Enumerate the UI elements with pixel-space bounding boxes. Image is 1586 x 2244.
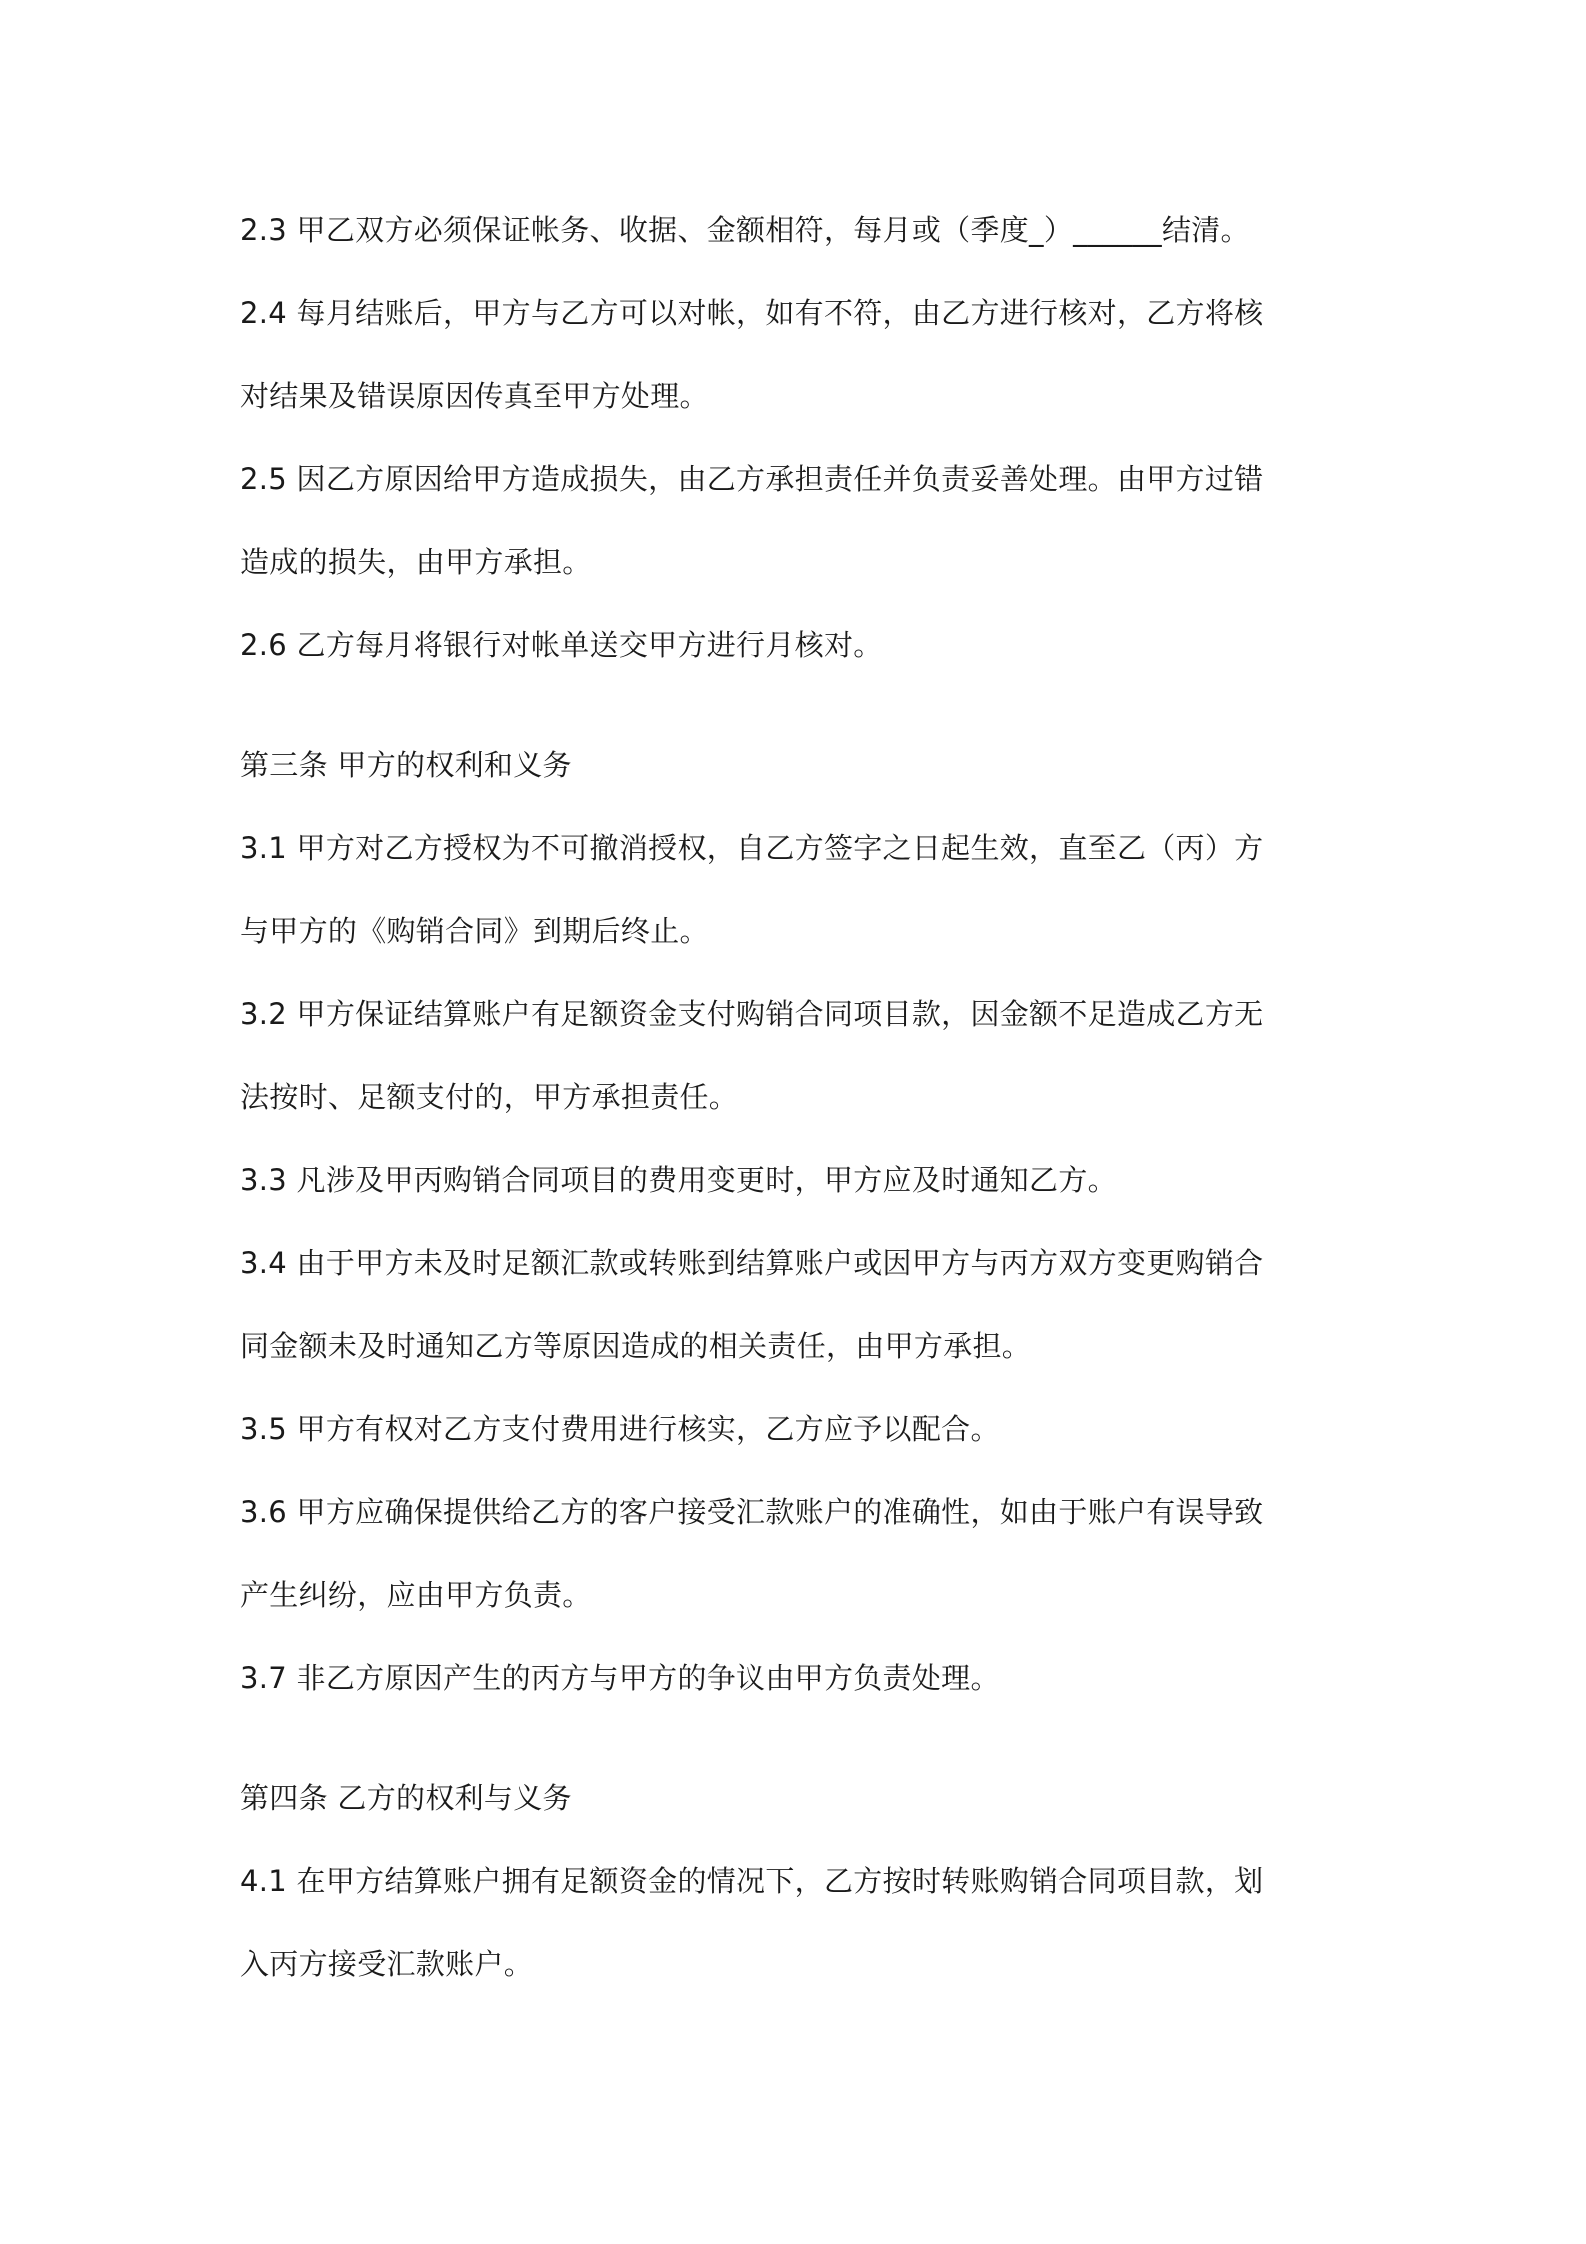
clause-3-6-line-1: 3.6 甲方应确保提供给乙方的客户接受汇款账户的准确性，如由于账户有误导致 xyxy=(240,1495,1264,1529)
clause-4-1-line-1: 4.1 在甲方结算账户拥有足额资金的情况下，乙方按时转账购销合同项目款，划 xyxy=(240,1864,1264,1898)
clause-2-4-line-2: 对结果及错误原因传真至甲方处理。 xyxy=(240,379,709,413)
section-heading-article-3: 第三条 甲方的权利和义务 xyxy=(240,748,572,782)
clause-4-1-line-2: 入丙方接受汇款账户。 xyxy=(240,1947,534,1981)
clause-3-5: 3.5 甲方有权对乙方支付费用进行核实，乙方应予以配合。 xyxy=(240,1412,1000,1446)
clause-3-4-line-2: 同金额未及时通知乙方等原因造成的相关责任，由甲方承担。 xyxy=(240,1329,1032,1363)
clause-2-4-line-1: 2.4 每月结账后，甲方与乙方可以对帐，如有不符，由乙方进行核对，乙方将核 xyxy=(240,296,1264,330)
clause-3-2-line-1: 3.2 甲方保证结算账户有足额资金支付购销合同项目款，因金额不足造成乙方无 xyxy=(240,997,1264,1031)
clause-3-7: 3.7 非乙方原因产生的丙方与甲方的争议由甲方负责处理。 xyxy=(240,1661,1000,1695)
clause-3-6-line-2: 产生纠纷，应由甲方负责。 xyxy=(240,1578,592,1612)
clause-2-5-line-2: 造成的损失，由甲方承担。 xyxy=(240,545,592,579)
clause-3-4-line-1: 3.4 由于甲方未及时足额汇款或转账到结算账户或因甲方与丙方双方变更购销合 xyxy=(240,1246,1264,1280)
clause-3-1-line-1: 3.1 甲方对乙方授权为不可撤消授权，自乙方签字之日起生效，直至乙（丙）方 xyxy=(240,831,1264,865)
clause-3-2-line-2: 法按时、足额支付的，甲方承担责任。 xyxy=(240,1080,739,1114)
clause-3-1-line-2: 与甲方的《购销合同》到期后终止。 xyxy=(240,914,709,948)
clause-3-3: 3.3 凡涉及甲丙购销合同项目的费用变更时，甲方应及时通知乙方。 xyxy=(240,1163,1117,1197)
section-heading-article-4: 第四条 乙方的权利与义务 xyxy=(240,1781,572,1815)
clause-2-5-line-1: 2.5 因乙方原因给甲方造成损失，由乙方承担责任并负责妥善处理。由甲方过错 xyxy=(240,462,1264,496)
clause-2-3: 2.3 甲乙双方必须保证帐务、收据、金额相符，每月或（季度_）______结清。 xyxy=(240,213,1250,247)
clause-2-6: 2.6 乙方每月将银行对帐单送交甲方进行月核对。 xyxy=(240,628,883,662)
